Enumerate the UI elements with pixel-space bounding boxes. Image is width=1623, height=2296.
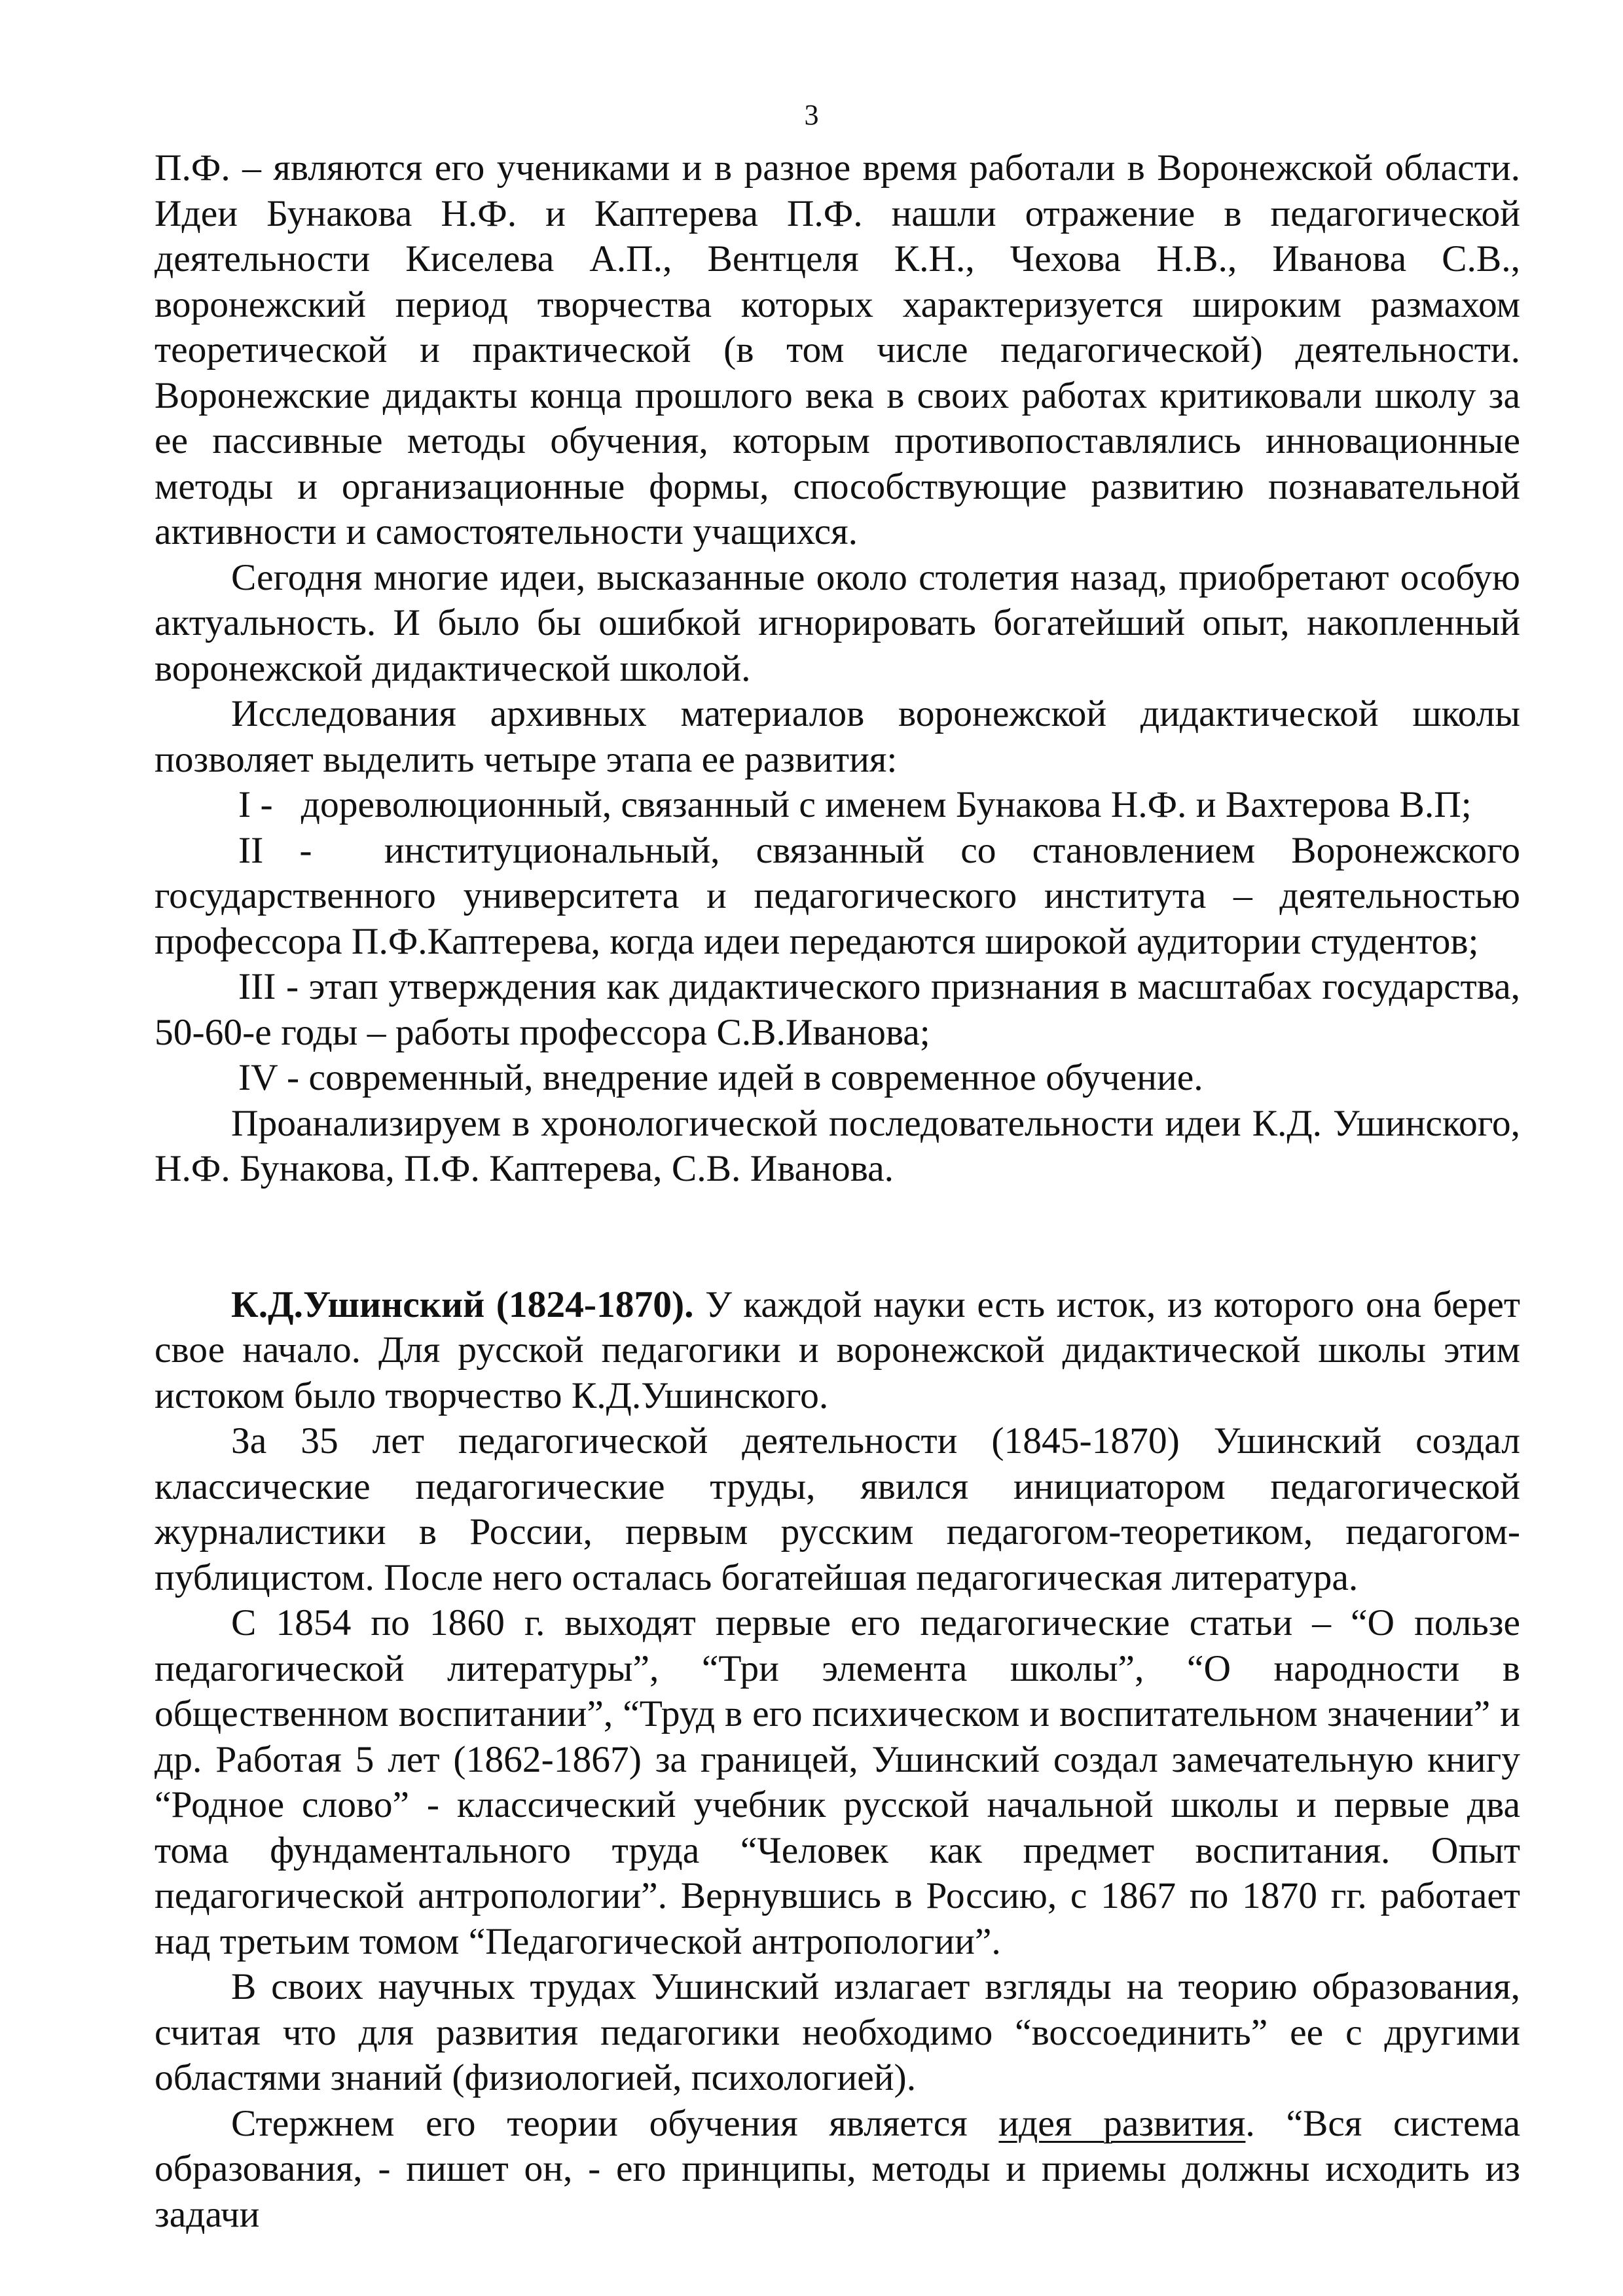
- paragraph: С 1854 по 1860 г. выходят первые его педагогические статьи – “О пользе педагогической литературы”, “Три элемента школы”, “О народности в общественном воспитании”, “Труд в его психическом и воспитательном значении” и др. Работая 5 лет (1862-1867) за границей, Ушинский создал замечательную книгу “Родное слово” - классический учебник русской начальной школы и первые два тома фундаментального труда “Человек как предмет воспитания. Опыт педагогической антропологии”. Вернувшись в Россию, с 1867 по 1870 гг. работает над третьим томом “Педагогической антропологии”.: [155, 1602, 1520, 1962]
- stage-text: дореволюционный, связанный с именем Бунакова Н.Ф. и Вахтерова В.П;: [301, 784, 1472, 825]
- paragraph: [155, 1282, 1520, 1419]
- stage-text: современный, внедрение идей в современное обучение.: [308, 1057, 1203, 1098]
- paragraph-text: У каждой науки есть исток, из которого она берет свое начало. Для русской педагогики и воронежской дидактической школы этим истоком было творчество К.Д.Ушинского.: [155, 1283, 1520, 1416]
- stage-item: [155, 782, 1520, 828]
- page-number: 3: [804, 99, 819, 131]
- section-spacer: [155, 1192, 1520, 1282]
- stage-number: III -: [238, 966, 299, 1007]
- stage-number: IV -: [238, 1057, 300, 1098]
- paragraph: П.Ф. – являются его учениками и в разное время работали в Воронежской области. Идеи Бунакова Н.Ф. и Каптерева П.Ф. нашли отражение в педагогической деятельности Киселева А.П., Вентцеля К.Н., Чехова Н.В., Иванова С.В., воронежский период творчества которых характеризуется широким размахом теоретической и практической (в том числе педагогической) деятельности. Воронежские дидакты конца прошлого века в своих работах критиковали школу за ее пассивные методы обучения, которым противопоставлялись инновационные методы и организационные формы, способствующие развитию познавательной активности и самостоятельности учащихся.: [155, 147, 1520, 552]
- paragraph-text: . “Вся система образования, - пишет он, - его принципы, методы и приемы должны исходить из задачи: [155, 2102, 1521, 2235]
- stage-item: [155, 964, 1520, 1055]
- underlined-term: идея развития: [998, 2102, 1246, 2144]
- body-text: [155, 145, 1520, 2237]
- stage-number: II -: [238, 829, 312, 871]
- section-heading: К.Д.Ушинский (1824-1870).: [231, 1283, 694, 1325]
- paragraph: За 35 лет педагогической деятельности (1845-1870) Ушинский создал классические педагогические труды, явился инициатором педагогической журналистики в России, первым русским педагогом-теоретиком, педагогом-публицистом. После него осталась богатейшая педагогическая литература.: [155, 1420, 1520, 1598]
- stage-text: институциональный, связанный со становлением Воронежского государственного университета и педагогического института – деятельностью профессора П.Ф.Каптерева, когда идеи передаются широкой аудитории студентов;: [155, 829, 1521, 962]
- stage-text: этап утверждения как дидактического признания в масштабах государства, 50-60-е годы – работы профессора С.В.Иванова;: [155, 966, 1521, 1053]
- paragraph: [155, 2101, 1520, 2238]
- stage-item: [155, 1055, 1520, 1101]
- paragraph: Сегодня многие идеи, высказанные около столетия назад, приобретают особую актуальность. И было бы ошибкой игнорировать богатейший опыт, накопленный воронежской дидактической школой.: [155, 556, 1520, 689]
- paragraph-text: Стержнем его теории обучения является: [231, 2102, 968, 2144]
- paragraph: Проанализируем в хронологической последовательности идеи К.Д. Ушинского, Н.Ф. Бунакова, П.Ф. Каптерева, С.В. Иванова.: [155, 1102, 1520, 1189]
- stage-item: [155, 828, 1520, 965]
- paragraph: Исследования архивных материалов воронежской дидактической школы позволяет выделить четыре этапа ее развития:: [155, 693, 1520, 780]
- paragraph: В своих научных трудах Ушинский излагает взгляды на теорию образования, считая что для развития педагогики необходимо “воссоединить” ее с другими областями знаний (физиологией, психологией).: [155, 1966, 1520, 2098]
- stage-number: I -: [238, 784, 273, 825]
